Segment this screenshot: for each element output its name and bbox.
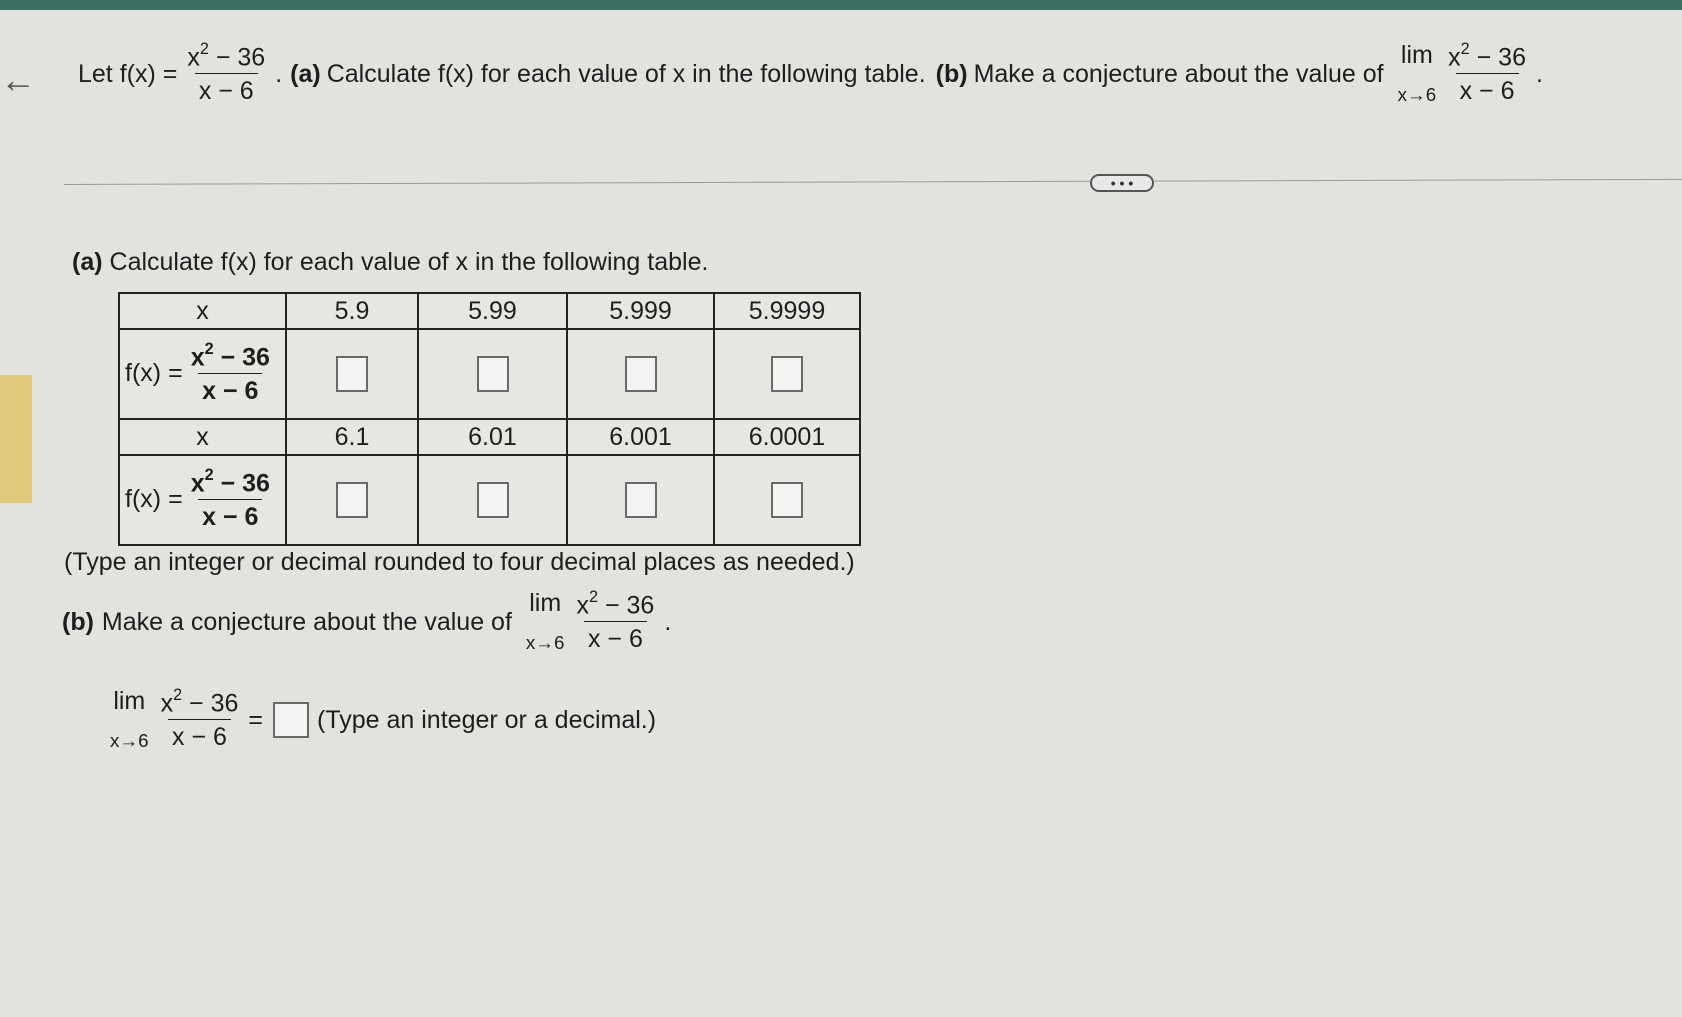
num-base: x — [187, 43, 200, 72]
fraction-denominator: x − 6 — [198, 373, 262, 406]
answer-cell — [567, 455, 714, 545]
x-value: 6.001 — [567, 419, 714, 455]
top-strip — [0, 0, 1682, 10]
part-b-question — [62, 590, 671, 654]
part-a-text: Calculate f(x) for each value of x in the following table. — [109, 248, 709, 276]
end-period: . — [1536, 59, 1543, 88]
end-period: . — [664, 607, 672, 636]
fx-fraction — [187, 342, 274, 405]
fraction-denominator: x − 6 — [584, 621, 647, 654]
part-b-label: (b) — [62, 607, 94, 636]
answer-cell — [714, 329, 860, 419]
num-base: x — [190, 469, 205, 498]
table-row-x-right — [119, 419, 860, 455]
fraction-numerator — [157, 688, 243, 718]
fraction-denominator: x − 6 — [1456, 73, 1519, 106]
answer-input[interactable] — [771, 356, 803, 392]
side-tab[interactable] — [0, 375, 32, 503]
fraction-numerator — [187, 342, 274, 372]
answer-input[interactable] — [625, 482, 657, 518]
answer-cell — [567, 329, 714, 419]
x-value: 5.9999 — [714, 293, 860, 329]
x-value: 5.99 — [418, 293, 567, 329]
answer-input[interactable] — [336, 482, 368, 518]
answer-cell — [714, 455, 860, 545]
fraction-numerator — [1444, 42, 1530, 72]
num-exponent: 2 — [173, 686, 183, 705]
back-arrow-icon[interactable]: ← — [0, 59, 36, 100]
x-value: 5.9 — [286, 293, 418, 329]
limit-answer-input[interactable] — [273, 702, 309, 738]
divider — [64, 179, 1682, 185]
num-rest: − 36 — [598, 591, 655, 620]
fx-label — [125, 468, 280, 531]
fraction-denominator: x − 6 — [168, 719, 231, 752]
answer-cell — [418, 329, 567, 419]
fx-label-text: f(x) = — [125, 359, 183, 388]
part-b-hint: (Type an integer or a decimal.) — [317, 705, 657, 734]
fraction-numerator — [572, 590, 658, 620]
part-a-label: (a) — [72, 248, 103, 276]
lim-sub: x→6 — [110, 729, 149, 751]
num-exponent: 2 — [204, 466, 214, 485]
more-options-button[interactable]: • • • — [1090, 174, 1154, 192]
fx-fraction — [187, 468, 274, 531]
x-value: 6.01 — [418, 419, 567, 455]
x-header: x — [119, 419, 286, 455]
part-a-text: Calculate f(x) for each value of x in the following table. — [326, 59, 926, 88]
x-value: 6.1 — [286, 419, 418, 455]
table-row-x-left — [119, 293, 860, 329]
part-b-label: (b) — [935, 59, 968, 88]
num-exponent: 2 — [199, 40, 209, 59]
num-rest: − 36 — [208, 43, 266, 72]
answer-input[interactable] — [771, 482, 803, 518]
num-rest: − 36 — [1469, 43, 1526, 72]
x-value: 5.999 — [567, 293, 714, 329]
x-value: 6.0001 — [714, 419, 860, 455]
answer-cell — [286, 329, 418, 419]
limit-fraction — [157, 688, 243, 751]
limit-operator — [526, 590, 565, 654]
lim-sub: x→6 — [525, 631, 565, 653]
lim-sub: x→6 — [1397, 83, 1437, 105]
answer-input[interactable] — [625, 356, 657, 392]
fraction — [183, 42, 269, 105]
num-exponent: 2 — [204, 340, 214, 359]
answer-input[interactable] — [336, 356, 368, 392]
num-rest: − 36 — [182, 689, 239, 718]
let-label: Let f(x) = — [78, 59, 178, 88]
fraction-numerator — [187, 468, 274, 498]
num-exponent: 2 — [588, 588, 599, 607]
fx-label-text: f(x) = — [125, 485, 183, 514]
part-b-text: Make a conjecture about the value of — [973, 59, 1384, 88]
limit-fraction — [1444, 42, 1530, 105]
fx-label — [125, 342, 280, 405]
num-rest: − 36 — [213, 343, 270, 372]
fx-label-cell — [119, 455, 286, 545]
num-base: x — [190, 343, 205, 372]
limit-answer-line — [108, 688, 656, 752]
question-text: Let f(x) = $\frac{x^2 - 36}{x - 6}$ . (a) Calculate f(x) for each value of x in the following table. (b) Make a conjecture about the value of lim x→6 $\frac{x^2 - 36}{x - 6}$ . — [78, 40, 1543, 105]
x-header: x — [119, 293, 286, 329]
answer-cell — [418, 455, 567, 545]
fraction-denominator: x − 6 — [195, 73, 258, 106]
answer-input[interactable] — [477, 482, 509, 518]
values-table — [118, 292, 861, 546]
fx-label-cell — [119, 329, 286, 419]
num-base: x — [160, 689, 174, 718]
part-a-label: (a) — [290, 59, 321, 88]
answer-cell — [286, 455, 418, 545]
num-exponent: 2 — [1460, 40, 1470, 59]
lim-word: lim — [113, 687, 146, 715]
part-a-heading — [72, 248, 708, 277]
equals-sign: = — [248, 705, 264, 734]
table-row-fx-left — [119, 329, 860, 419]
lim-word: lim — [529, 589, 562, 617]
limit-fraction — [572, 590, 658, 653]
part-b-text: Make a conjecture about the value of — [101, 607, 512, 636]
limit-operator — [1398, 42, 1437, 106]
lim-word: lim — [1400, 41, 1433, 69]
part-a-hint: (Type an integer or decimal rounded to four decimal places as needed.) — [64, 548, 855, 576]
num-base: x — [576, 591, 589, 620]
limit-operator — [110, 688, 149, 752]
answer-input[interactable] — [477, 356, 509, 392]
table-row-fx-right — [119, 455, 860, 545]
num-base: x — [1448, 43, 1461, 72]
fraction-denominator: x − 6 — [198, 499, 262, 532]
num-rest: − 36 — [213, 469, 270, 498]
fraction-numerator — [183, 42, 269, 72]
